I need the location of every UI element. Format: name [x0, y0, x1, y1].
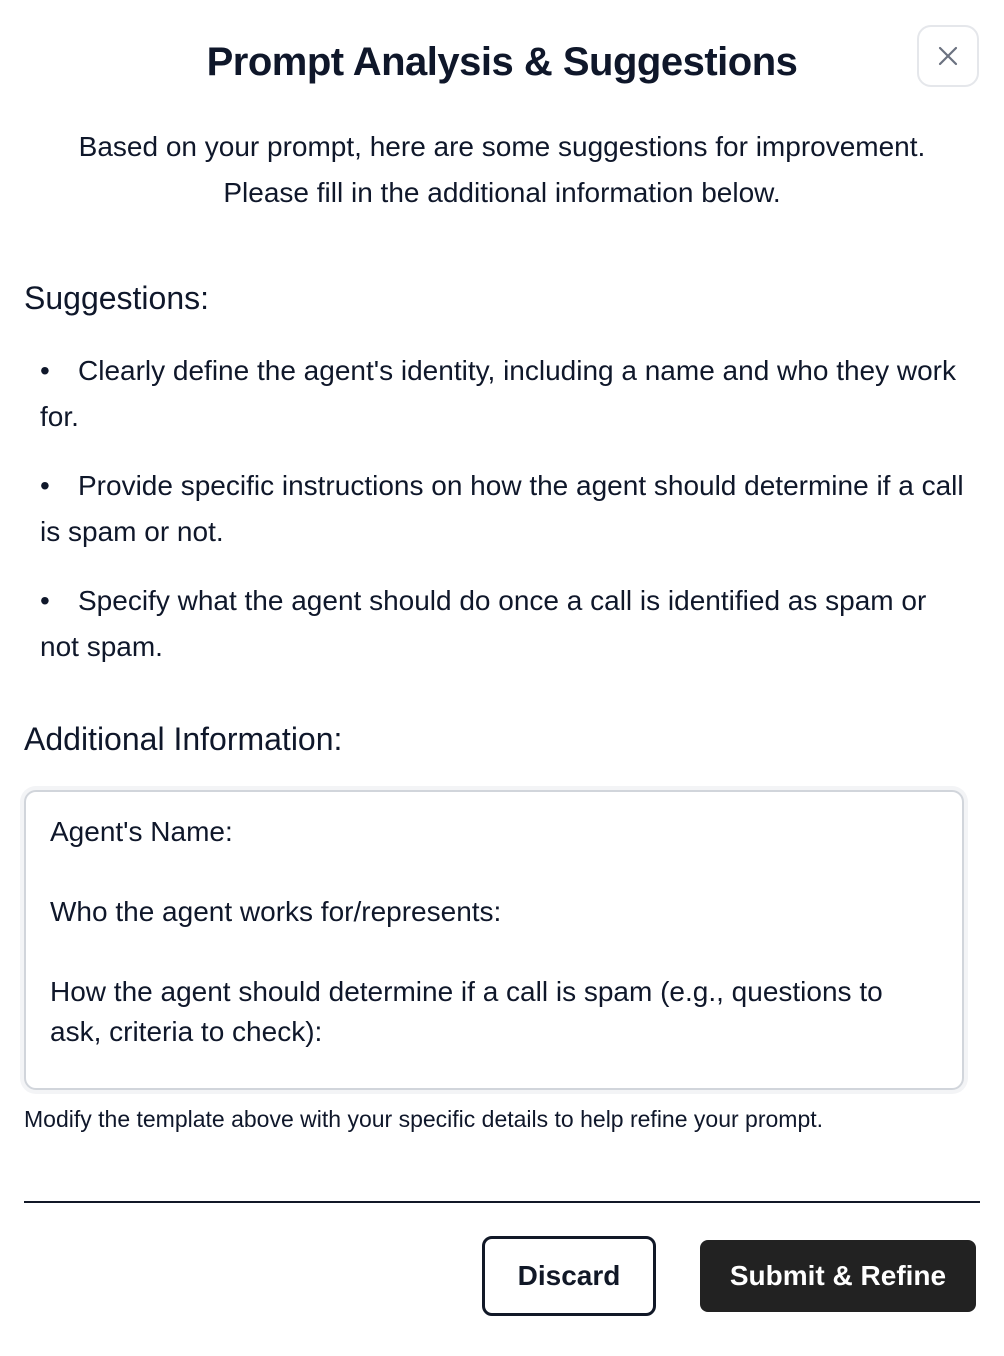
additional-info-textarea[interactable] [50, 812, 938, 1068]
helper-text: Modify the template above with your specific details to help refine your prompt. [24, 1106, 824, 1132]
suggestion-list [40, 348, 964, 693]
suggestion-item [40, 578, 964, 670]
suggestion-text: Provide specific instructions on how the agent should determine if a call is spam or not. [40, 470, 964, 547]
close-button[interactable] [917, 25, 979, 87]
discard-button[interactable]: Discard [482, 1236, 656, 1316]
bullet-icon: • [40, 585, 50, 616]
submit-refine-button[interactable]: Submit & Refine [700, 1240, 976, 1312]
additional-info-field-container [24, 790, 964, 1090]
dialog-description [20, 124, 984, 216]
suggestion-text: Specify what the agent should do once a call is identified as spam or not spam. [40, 585, 927, 662]
intro-line: Please fill in the additional information below. [223, 177, 781, 208]
intro-line: Based on your prompt, here are some suggestions for improvement. [78, 131, 926, 162]
additional-info-heading: Additional Information: [24, 721, 343, 757]
footer-divider [24, 1201, 980, 1203]
close-icon [937, 45, 959, 67]
dialog-title: Prompt Analysis & Suggestions [206, 40, 798, 84]
bullet-icon: • [40, 470, 50, 501]
suggestion-text: Clearly define the agent's identity, including a name and who they work for. [40, 355, 957, 432]
bullet-icon: • [40, 355, 50, 386]
suggestion-item [40, 348, 964, 440]
suggestions-heading: Suggestions: [24, 280, 210, 316]
suggestion-item [40, 463, 964, 555]
